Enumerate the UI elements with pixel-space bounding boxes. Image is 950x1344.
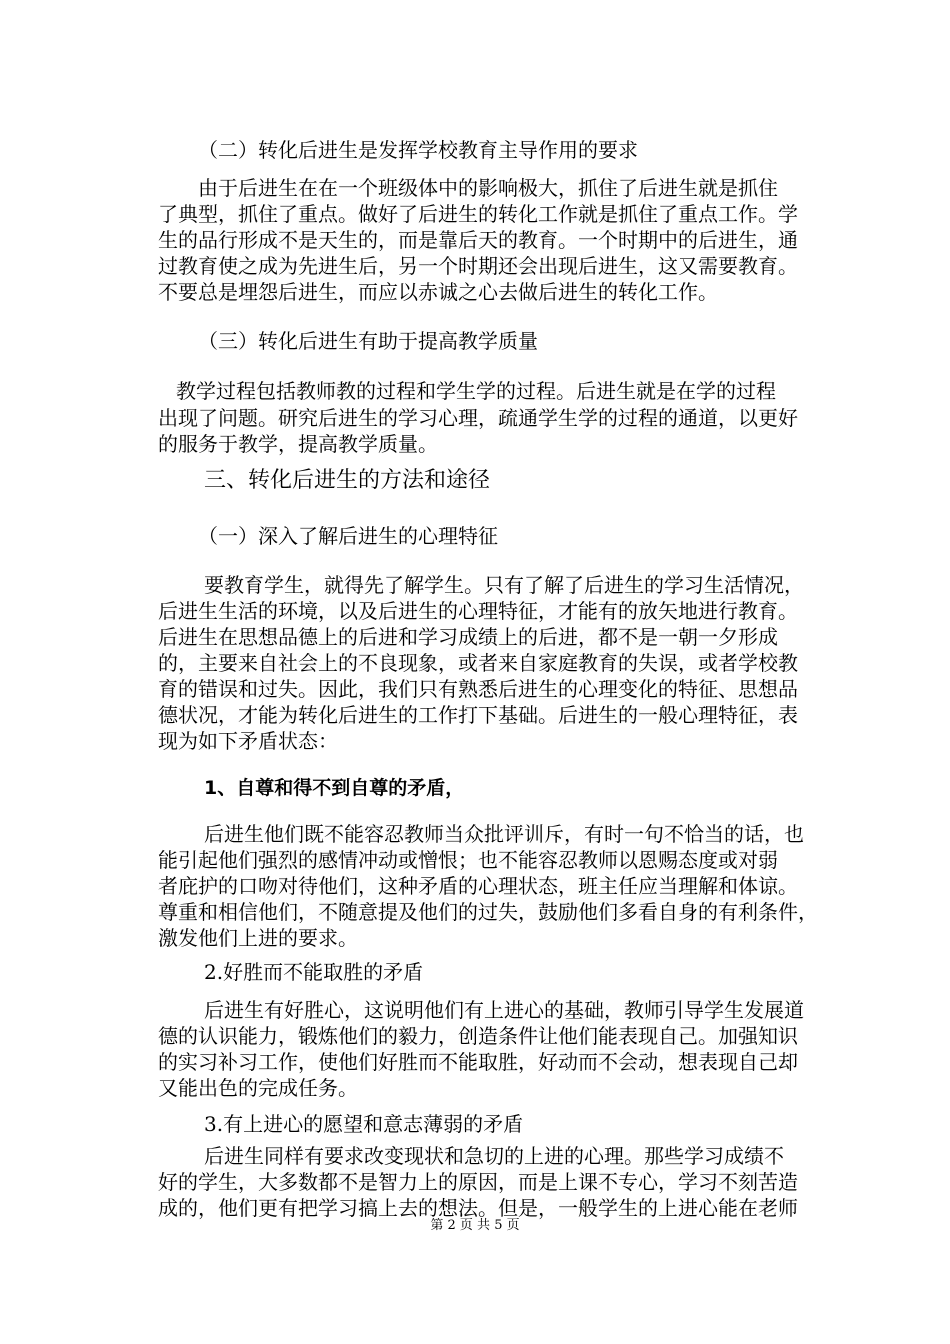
paragraph-line: 育的错误和过失。因此，我们只有熟悉后进生的心理变化的特征、思想品: [158, 677, 798, 701]
paragraph-line: 激发他们上进的要求。: [158, 926, 358, 950]
paragraph-line: 出现了问题。研究后进生的学习心理，疏通学生学的过程的通道，以更好: [158, 406, 798, 430]
paragraph-line: 者庇护的口吻对待他们，这种矛盾的心理状态，班主任应当理解和体谅。: [158, 874, 798, 898]
paragraph-line: 后进生生活的环境，以及后进生的心理特征，才能有的放矢地进行教育。: [158, 599, 798, 623]
paragraph-line: 的服务于教学，提高教学质量。: [158, 432, 438, 456]
item-2-title: 2.好胜而不能取胜的矛盾: [204, 960, 424, 984]
paragraph-line: 尊重和相信他们，不随意提及他们的过失，鼓励他们多看自身的有利条件，: [158, 900, 818, 924]
paragraph-line: 能引起他们强烈的感情冲动或憎恨；也不能容忍教师以恩赐态度或对弱: [158, 848, 778, 872]
paragraph-line: 又能出色的完成任务。: [158, 1076, 358, 1100]
section-heading-3-1: （一）深入了解后进生的心理特征: [198, 524, 498, 548]
paragraph-line: 德的认识能力，锻炼他们的毅力，创造条件让他们能表现自己。加强知识: [158, 1024, 798, 1048]
paragraph-line: 不要总是埋怨后进生，而应以赤诚之心去做后进生的转化工作。: [158, 280, 718, 304]
paragraph-line: 由于后进生在在一个班级体中的影响极大，抓住了后进生就是抓住: [198, 176, 778, 200]
paragraph-line: 过教育使之成为先进生后，另一个时期还会出现后进生，这又需要教育。: [158, 254, 798, 278]
paragraph-line: 了典型，抓住了重点。做好了后进生的转化工作就是抓住了重点工作。学: [158, 202, 798, 226]
paragraph-line: 要教育学生，就得先了解学生。只有了解了后进生的学习生活情况，: [204, 573, 804, 597]
paragraph-line: 德状况，才能为转化后进生的工作打下基础。后进生的一般心理特征，表: [158, 703, 798, 727]
paragraph-line: 后进生在思想品德上的后进和学习成绩上的后进，都不是一朝一夕形成: [158, 625, 778, 649]
section-heading-2-3: （三）转化后进生有助于提高教学质量: [198, 329, 538, 353]
paragraph-line: 后进生有好胜心，这说明他们有上进心的基础，教师引导学生发展道: [204, 998, 804, 1022]
page-number-footer: 第 2 页 共 5 页: [430, 1218, 520, 1233]
paragraph-line: 教学过程包括教师教的过程和学生学的过程。后进生就是在学的过程: [176, 379, 776, 403]
section-heading-3: 三、转化后进生的方法和途径: [204, 468, 491, 493]
paragraph-line: 后进生同样有要求改变现状和急切的上进的心理。那些学习成绩不: [204, 1144, 784, 1168]
paragraph-line: 的，主要来自社会上的不良现象，或者来自家庭教育的失误，或者学校教: [158, 651, 798, 675]
paragraph-line: 的实习补习工作，使他们好胜而不能取胜，好动而不会动，想表现自己却: [158, 1050, 798, 1074]
paragraph-line: 成的，他们更有把学习搞上去的想法。但是，一般学生的上进心能在老师: [158, 1196, 798, 1220]
item-3-title: 3.有上进心的愿望和意志薄弱的矛盾: [204, 1112, 524, 1136]
item-1-title: 1、自尊和得不到自尊的矛盾，: [204, 777, 465, 799]
paragraph-line: 现为如下矛盾状态：: [158, 729, 338, 753]
paragraph-line: 后进生他们既不能容忍教师当众批评训斥，有时一句不恰当的话，也: [204, 822, 804, 846]
paragraph-line: 生的品行形成不是天生的，而是靠后天的教育。一个时期中的后进生，通: [158, 228, 798, 252]
paragraph-line: 好的学生，大多数都不是智力上的原因，而是上课不专心，学习不刻苦造: [158, 1170, 798, 1194]
section-heading-2-2: （二）转化后进生是发挥学校教育主导作用的要求: [198, 138, 638, 162]
